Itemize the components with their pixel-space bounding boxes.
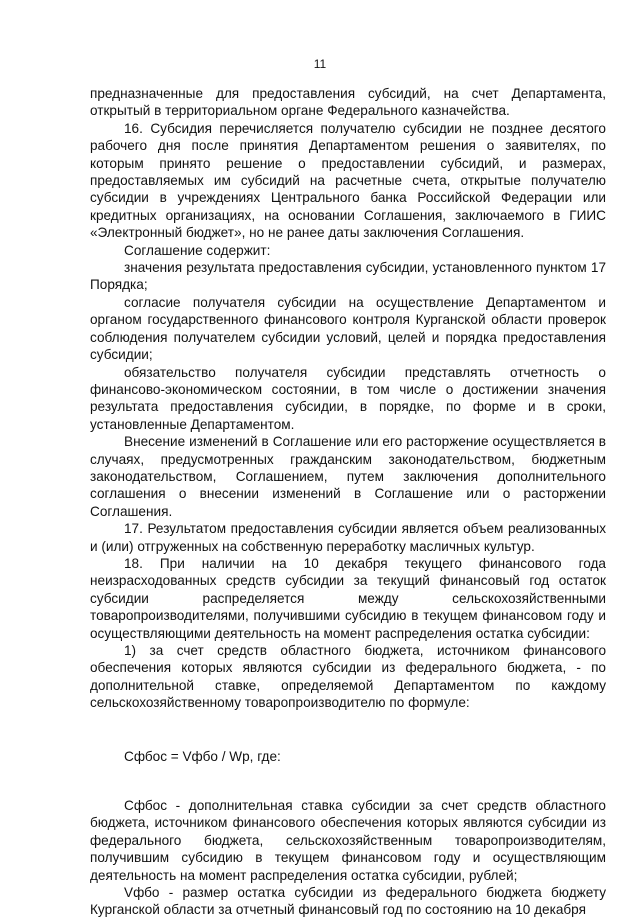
paragraph-clause-17: 17. Результатом предоставления субсидии является объем реализованных и (или) отгруженных на собственную переработку масличных культур.	[90, 521, 606, 554]
document-body	[90, 85, 606, 919]
paragraph-amendments: Внесение изменений в Соглашение или его расторжение осуществляется в случаях, предусмотренных гражданским законодательством, бюджетным законодательством, Соглашением, путем заключения дополнительного соглашения о внесении изменений в Соглашение или о расторжении Соглашения.	[90, 434, 606, 519]
paragraph-agreement-contains: Соглашение содержит:	[124, 242, 271, 258]
paragraph-clause-18: 18. При наличии на 10 декабря текущего финансового года неизрасходованных средств субсидии за текущий финансовый год остаток субсидии распределяется между сельскохозяйственными товаропроизводителями, получившими субсидию в текущем финансовом году и осуществляющими деятельность на момент распределения остатка субсидии:	[90, 555, 606, 641]
paragraph-clause-16: 16. Субсидия перечисляется получателю субсидии не позднее десятого рабочего дня после принятия Департаментом решения о заявителях, по которым принято решение о предоставлении субсидий, и размерах, предоставляемых им субсидий на расчетные счета, открытые получателю субсидии в учреждениях Центрального банка Российской Федерации или кредитных организациях, на основании Соглашения, заключаемого в ГИИС «Электронный бюджет», но не ранее даты заключения Соглашения.	[90, 120, 606, 241]
paragraph-consent: согласие получателя субсидии на осуществление Департаментом и органом государственного финансового контроля Курганской области проверок соблюдения получателем субсидии условий, целей и порядка предоставления субсидии;	[90, 294, 606, 363]
paragraph-continuation: предназначенные для предоставления субсидий, на счет Департамента, открытый в территориальном органе Федерального казначейства.	[90, 86, 606, 119]
formula-line: Сфбос = Vфбо / Wр, где:	[124, 748, 281, 764]
paragraph-subclause-1: 1) за счет средств областного бюджета, источником финансового обеспечения которых являются субсидии из федерального бюджета, - по дополнительной ставке, определяемой Департаментом по каждому сельскохозяйственному товаропроизводителю по формуле:	[90, 643, 606, 711]
page-number: 11	[313, 57, 327, 71]
paragraph-obligation: обязательство получателя субсидии представлять отчетность о финансово-экономическом состоянии, в том числе о достижении значения результата предоставления субсидии, в порядке, по форме и в сроки, установленные Департаментом.	[90, 364, 606, 432]
paragraph-result-values: значения результата предоставления субсидии, установленного пунктом 17 Порядка;	[90, 260, 606, 293]
paragraph-definition-sfbos: Сфбос - дополнительная ставка субсидии за счет средств областного бюджета, источником финансового обеспечения которых являются субсидии из федерального бюджета, сельскохозяйственным товаропроизводителям, получившим субсидию в текущем финансовом году и осуществляющим деятельность на момент распределения остатка субсидии, рублей;	[90, 798, 606, 883]
paragraph-definition-vfbo: Vфбо - размер остатка субсидии из федерального бюджета бюджету Курганской области за отчетный финансовый год по состоянию на 10 декабря	[90, 885, 606, 918]
